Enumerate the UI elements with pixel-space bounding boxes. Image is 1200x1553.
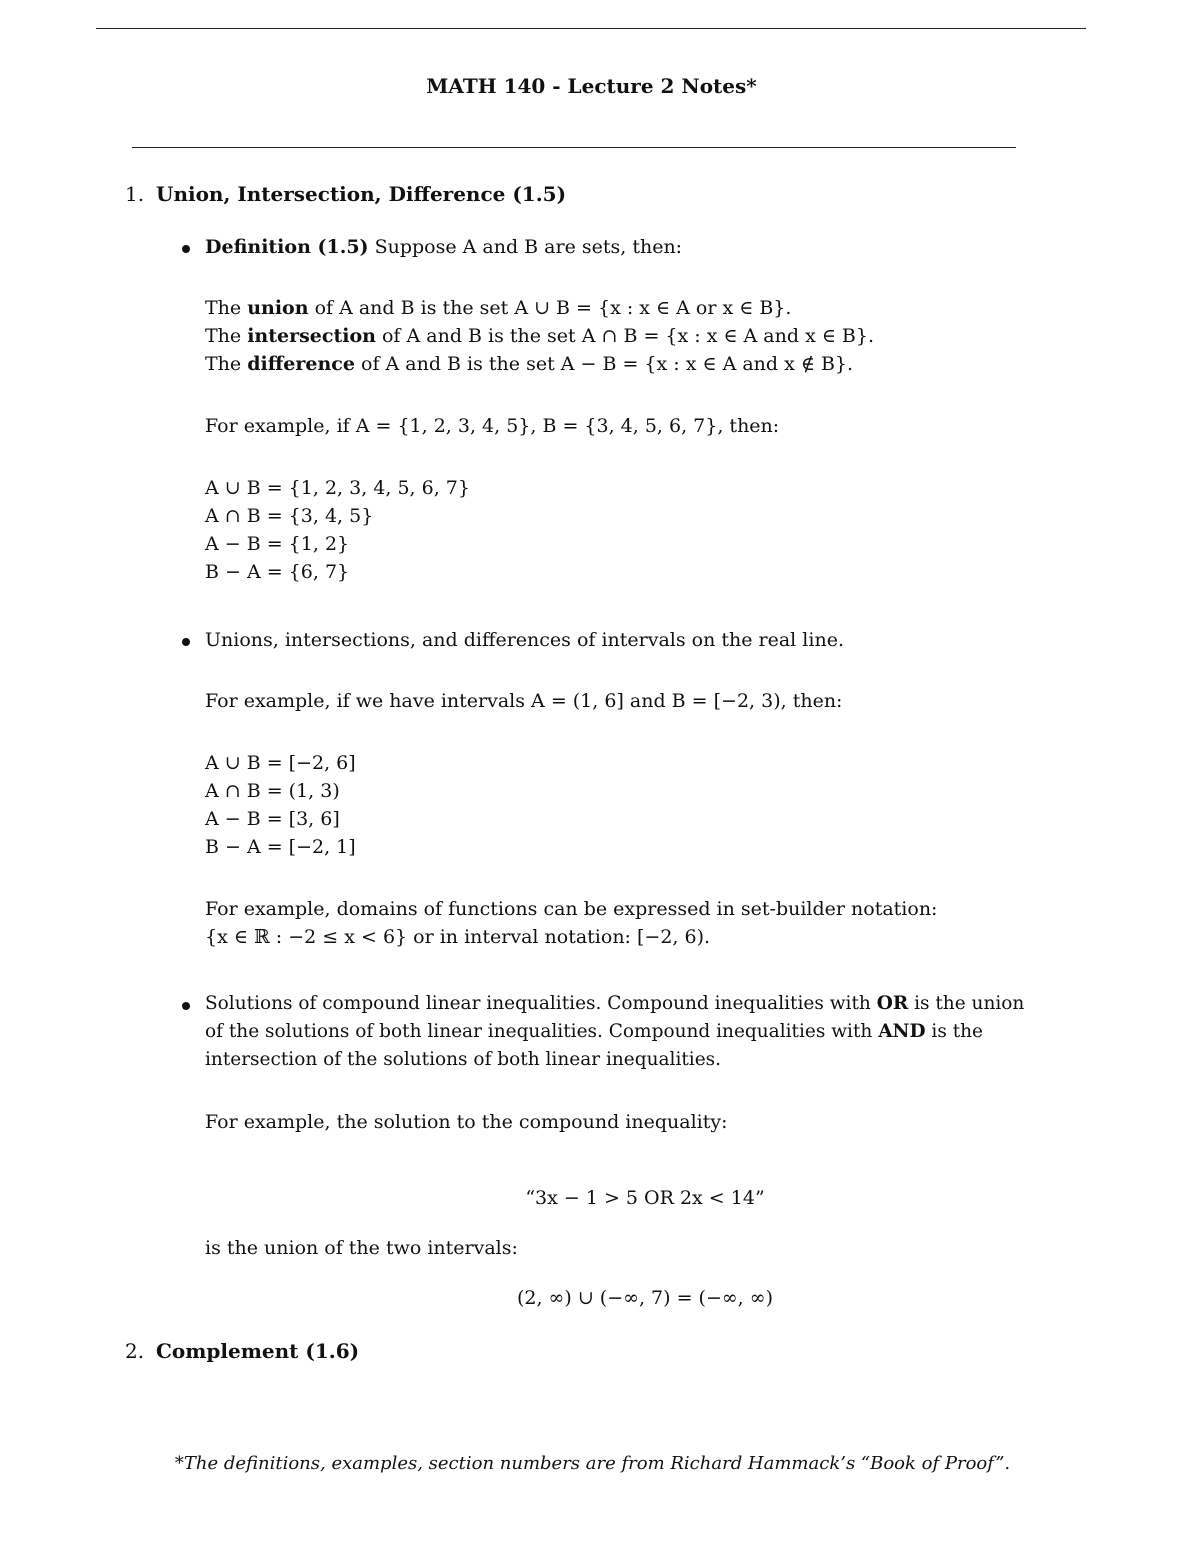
example-1-intro: For example, if A = {1, 2, 3, 4, 5}, B = {3, 4, 5, 6, 7}, then: — [205, 415, 780, 437]
intervals-bullet-text: Unions, intersections, and differences of intervals on the real line. — [205, 629, 844, 651]
compound-line-1-post: is the union — [908, 993, 1025, 1014]
example-1-result: A ∩ B = {3, 4, 5} — [205, 505, 374, 527]
compound-line-2-pre: of the solutions of both linear inequalities. Compound inequalities with — [205, 1021, 879, 1042]
page-title: MATH 140 - Lecture 2 Notes* — [426, 74, 757, 98]
compound-line-2-post: is the — [925, 1021, 983, 1042]
example-3-mid: is the union of the two intervals: — [205, 1237, 518, 1259]
union-pre: The — [205, 297, 248, 319]
difference-term: difference — [247, 353, 355, 375]
domain-line-2: {x ∈ ℝ : −2 ≤ x < 6} or in interval notation: [−2, 6). — [205, 926, 711, 948]
bullet-marker — [182, 1002, 190, 1010]
example-2-result: A ∪ B = [−2, 6] — [205, 752, 356, 774]
intersection-term: intersection — [247, 325, 376, 347]
compound-line-1 — [205, 993, 1024, 1014]
intersection-post: of A and B is the set A ∩ B = {x : x ∈ A and x ∈ B}. — [375, 325, 875, 347]
difference-definition — [205, 353, 853, 375]
example-2-result: A − B = [3, 6] — [205, 808, 340, 830]
example-3-display: “3x − 1 > 5 OR 2x < 14” — [525, 1187, 765, 1209]
example-1-result: B − A = {6, 7} — [205, 561, 350, 583]
union-post: of A and B is the set A ∪ B = {x : x ∈ A or x ∈ B}. — [308, 297, 792, 319]
footnote: *The definitions, examples, section numbers are from Richard Hammack’s “Book of Proof”. — [174, 1453, 1011, 1474]
section-2-number: 2. — [125, 1339, 145, 1363]
example-2-result: B − A = [−2, 1] — [205, 836, 356, 858]
definition-label: Definition (1.5) — [205, 236, 369, 258]
difference-pre: The — [205, 353, 248, 375]
compound-line-3: intersection of the solutions of both linear inequalities. — [205, 1049, 722, 1070]
top-rule — [96, 28, 1086, 29]
section-2-heading: Complement (1.6) — [156, 1339, 360, 1363]
example-2-intro: For example, if we have intervals A = (1, 6] and B = [−2, 3), then: — [205, 690, 843, 712]
example-1-result: A ∪ B = {1, 2, 3, 4, 5, 6, 7} — [205, 477, 470, 499]
bullet-marker — [182, 245, 190, 253]
intersection-definition — [205, 325, 874, 347]
example-3-result: (2, ∞) ∪ (−∞, 7) = (−∞, ∞) — [516, 1287, 774, 1309]
union-term: union — [247, 297, 309, 319]
compound-line-1-pre: Solutions of compound linear inequalities. Compound inequalities with — [205, 993, 877, 1014]
difference-post: of A and B is the set A − B = {x : x ∈ A and x ∉ B}. — [354, 353, 854, 375]
definition-text: Suppose A and B are sets, then: — [374, 236, 683, 258]
union-definition — [205, 297, 791, 319]
example-3-intro: For example, the solution to the compound inequality: — [205, 1111, 728, 1133]
domain-line-1: For example, domains of functions can be expressed in set-builder notation: — [205, 898, 938, 920]
example-1-result: A − B = {1, 2} — [205, 533, 350, 555]
title-underline — [132, 147, 1016, 148]
or-keyword: OR — [876, 993, 909, 1014]
bullet-marker — [182, 638, 190, 646]
section-1-number: 1. — [125, 182, 145, 206]
example-2-result: A ∩ B = (1, 3) — [205, 780, 340, 802]
section-1-heading: Union, Intersection, Difference (1.5) — [156, 182, 567, 206]
definition-line — [205, 236, 682, 258]
and-keyword: AND — [878, 1021, 926, 1042]
intersection-pre: The — [205, 325, 248, 347]
compound-line-2 — [205, 1021, 983, 1042]
